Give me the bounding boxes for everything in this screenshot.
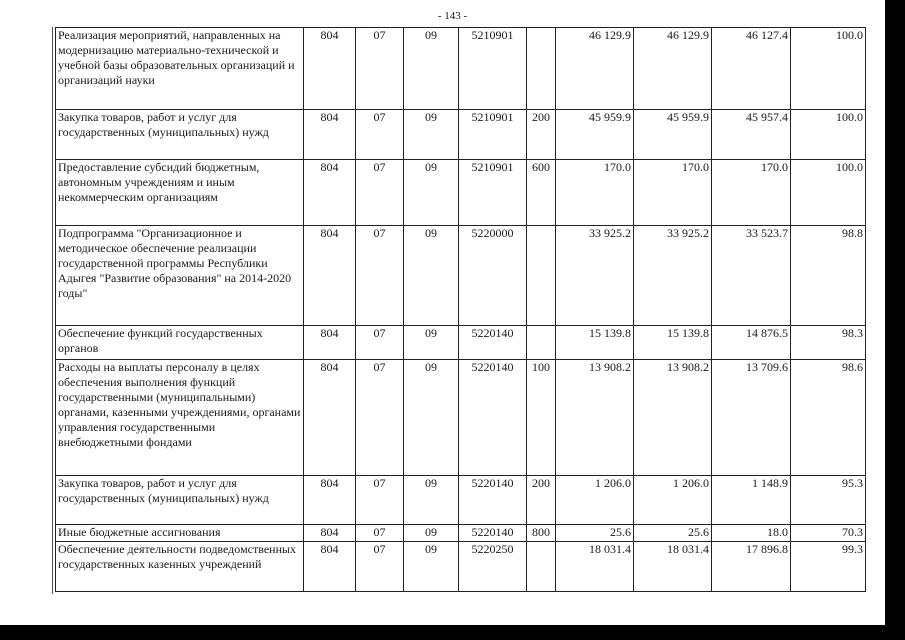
table-row xyxy=(56,326,866,360)
budget-table xyxy=(55,27,866,592)
cell-percent: 70.3 xyxy=(791,525,866,542)
table-row xyxy=(56,28,866,110)
cell-refined: 15 139.8 xyxy=(634,326,712,360)
scan-border-right xyxy=(885,0,905,640)
cell-subsection: 09 xyxy=(404,476,459,525)
cell-ministry: 804 xyxy=(304,360,356,476)
cell-subsection: 09 xyxy=(404,525,459,542)
cell-refined: 13 908.2 xyxy=(634,360,712,476)
cell-section: 07 xyxy=(356,360,404,476)
cell-name: Закупка товаров, работ и услуг для государственных (муниципальных) нужд xyxy=(56,476,304,525)
cell-plan: 170.0 xyxy=(556,160,634,226)
cell-refined: 33 925.2 xyxy=(634,226,712,326)
cell-name: Расходы на выплаты персоналу в целях обеспечения выполнения функций государственными (муниципальными) органами, казенными учреждениями, органами управления государственными внебюджетными фондами xyxy=(56,360,304,476)
cell-percent: 98.6 xyxy=(791,360,866,476)
margin-rule xyxy=(52,27,53,594)
cell-percent: 100.0 xyxy=(791,110,866,160)
cell-target: 5220140 xyxy=(459,326,527,360)
cell-refined: 25.6 xyxy=(634,525,712,542)
cell-ministry: 804 xyxy=(304,525,356,542)
cell-section: 07 xyxy=(356,110,404,160)
cell-vr: 200 xyxy=(527,110,556,160)
cell-section: 07 xyxy=(356,525,404,542)
cell-vr: 800 xyxy=(527,525,556,542)
cell-executed: 170.0 xyxy=(712,160,791,226)
cell-plan: 1 206.0 xyxy=(556,476,634,525)
cell-subsection: 09 xyxy=(404,326,459,360)
page-number: - 143 - xyxy=(437,10,468,22)
cell-subsection: 09 xyxy=(404,226,459,326)
cell-ministry: 804 xyxy=(304,476,356,525)
cell-name: Подпрограмма "Организационное и методическое обеспечение реализации государственной программы Республики Адыгея "Развитие образования" на 2014-2020 годы" xyxy=(56,226,304,326)
cell-target: 5210901 xyxy=(459,28,527,110)
cell-percent: 98.3 xyxy=(791,326,866,360)
cell-vr xyxy=(527,326,556,360)
cell-percent: 95.3 xyxy=(791,476,866,525)
cell-percent: 99.3 xyxy=(791,542,866,592)
cell-refined: 170.0 xyxy=(634,160,712,226)
cell-plan: 18 031.4 xyxy=(556,542,634,592)
cell-plan: 46 129.9 xyxy=(556,28,634,110)
table-row xyxy=(56,226,866,326)
cell-refined: 45 959.9 xyxy=(634,110,712,160)
cell-name: Закупка товаров, работ и услуг для государственных (муниципальных) нужд xyxy=(56,110,304,160)
cell-executed: 1 148.9 xyxy=(712,476,791,525)
cell-vr xyxy=(527,542,556,592)
cell-vr: 200 xyxy=(527,476,556,525)
cell-executed: 46 127.4 xyxy=(712,28,791,110)
cell-ministry: 804 xyxy=(304,110,356,160)
cell-vr: 600 xyxy=(527,160,556,226)
cell-subsection: 09 xyxy=(404,360,459,476)
cell-ministry: 804 xyxy=(304,160,356,226)
cell-plan: 15 139.8 xyxy=(556,326,634,360)
cell-name: Предоставление субсидий бюджетным, автономным учреждениям и иным некоммерческим организациям xyxy=(56,160,304,226)
cell-name: Реализация мероприятий, направленных на модернизацию материально-технической и учебной базы образовательных организаций и организаций науки xyxy=(56,28,304,110)
table-row xyxy=(56,476,866,525)
cell-refined: 46 129.9 xyxy=(634,28,712,110)
table-row xyxy=(56,360,866,476)
scan-border-bottom xyxy=(0,625,905,640)
cell-executed: 45 957.4 xyxy=(712,110,791,160)
cell-target: 5220140 xyxy=(459,525,527,542)
cell-section: 07 xyxy=(356,476,404,525)
cell-section: 07 xyxy=(356,226,404,326)
cell-target: 5220250 xyxy=(459,542,527,592)
table-row xyxy=(56,160,866,226)
cell-target: 5210901 xyxy=(459,160,527,226)
cell-refined: 1 206.0 xyxy=(634,476,712,525)
cell-ministry: 804 xyxy=(304,542,356,592)
cell-name: Обеспечение функций государственных органов xyxy=(56,326,304,360)
cell-section: 07 xyxy=(356,28,404,110)
cell-ministry: 804 xyxy=(304,326,356,360)
cell-subsection: 09 xyxy=(404,110,459,160)
cell-section: 07 xyxy=(356,326,404,360)
table-row xyxy=(56,525,866,542)
cell-target: 5220140 xyxy=(459,360,527,476)
cell-plan: 33 925.2 xyxy=(556,226,634,326)
cell-percent: 98.8 xyxy=(791,226,866,326)
cell-target: 5220140 xyxy=(459,476,527,525)
cell-name: Иные бюджетные ассигнования xyxy=(56,525,304,542)
cell-plan: 45 959.9 xyxy=(556,110,634,160)
cell-percent: 100.0 xyxy=(791,160,866,226)
cell-executed: 33 523.7 xyxy=(712,226,791,326)
cell-executed: 13 709.6 xyxy=(712,360,791,476)
cell-plan: 13 908.2 xyxy=(556,360,634,476)
cell-vr: 100 xyxy=(527,360,556,476)
cell-subsection: 09 xyxy=(404,542,459,592)
cell-executed: 17 896.8 xyxy=(712,542,791,592)
cell-subsection: 09 xyxy=(404,160,459,226)
cell-section: 07 xyxy=(356,542,404,592)
table-row xyxy=(56,542,866,592)
cell-ministry: 804 xyxy=(304,28,356,110)
cell-section: 07 xyxy=(356,160,404,226)
cell-vr xyxy=(527,226,556,326)
cell-plan: 25.6 xyxy=(556,525,634,542)
cell-name: Обеспечение деятельности подведомственных государственных казенных учреждений xyxy=(56,542,304,592)
cell-vr xyxy=(527,28,556,110)
cell-target: 5220000 xyxy=(459,226,527,326)
cell-percent: 100.0 xyxy=(791,28,866,110)
cell-refined: 18 031.4 xyxy=(634,542,712,592)
cell-ministry: 804 xyxy=(304,226,356,326)
cell-subsection: 09 xyxy=(404,28,459,110)
cell-executed: 18.0 xyxy=(712,525,791,542)
table-row xyxy=(56,110,866,160)
cell-target: 5210901 xyxy=(459,110,527,160)
cell-executed: 14 876.5 xyxy=(712,326,791,360)
